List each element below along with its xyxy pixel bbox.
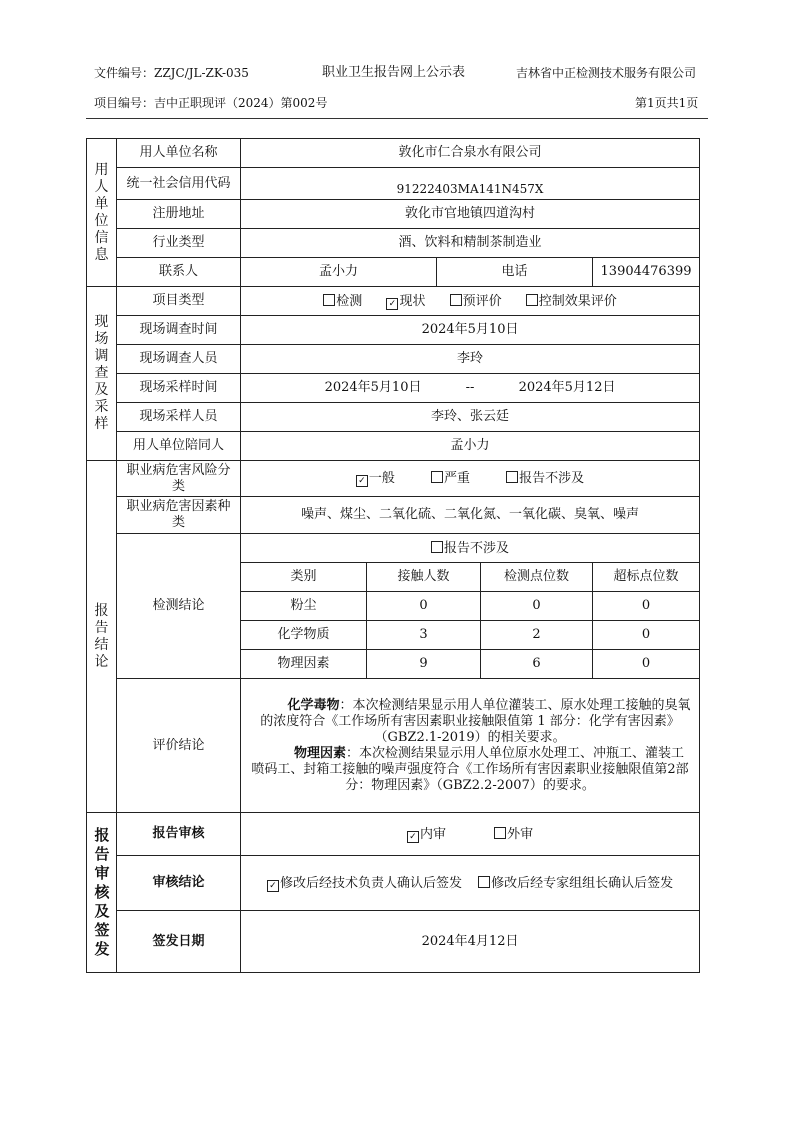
header-divider — [86, 118, 708, 119]
table-cell: 0 — [593, 592, 700, 621]
result-options — [241, 856, 700, 911]
credit-code-value: 91222403MA141N457X — [241, 168, 700, 200]
form-title: 职业卫生报告网上公示表 — [322, 65, 466, 80]
phone-value: 13904476399 — [593, 258, 700, 287]
contact-value: 孟小力 — [241, 258, 437, 287]
table-cell: 0 — [593, 621, 700, 650]
table-cell: 粉尘 — [241, 592, 367, 621]
industry-value: 酒、饮料和精制茶制造业 — [241, 229, 700, 258]
risk-class-label: 职业病危害风险分类 — [117, 461, 241, 497]
hazard-factor-value: 噪声、煤尘、二氧化硫、二氧化氮、一氧化碳、臭氧、噪声 — [241, 497, 700, 534]
risk-option-general[interactable]: ✓ 一般 — [356, 471, 395, 487]
sampling-time-label: 现场采样时间 — [117, 374, 241, 403]
audit-options — [241, 813, 700, 856]
checkbox-checked-icon: ✓ — [267, 880, 279, 892]
audit-option-internal[interactable]: ✓ 内审 — [407, 827, 446, 843]
eval-chem-text: ：本次检测结果显示用人单位灌装工、原水处理工接触的臭氧的浓度符合《工作场所有害因素职业接触限值第 1 部分：化学有害因素》（GBZ2.1-2019）的相关要求。 — [260, 697, 691, 745]
project-number: 项目编号：吉中正职现评（2024）第002号 — [94, 96, 328, 110]
eval-phys-title: 物理因素 — [294, 745, 347, 761]
unit-name-value: 敦化市仁合泉水有限公司 — [241, 139, 700, 168]
survey-time-value: 2024年5月10日 — [241, 316, 700, 345]
type-option-current[interactable]: ✓ 现状 — [386, 294, 425, 310]
sampling-start: 2024年5月10日 — [324, 380, 422, 395]
audit-label: 报告审核 — [117, 813, 241, 856]
contact-label: 联系人 — [117, 258, 241, 287]
result-option-expert-lead[interactable]: 修改后经专家组组长确认后签发 — [478, 875, 673, 892]
type-option-control-eval[interactable]: 控制效果评价 — [526, 293, 617, 310]
checkbox-icon — [494, 827, 506, 839]
industry-label: 行业类型 — [117, 229, 241, 258]
hazard-factor-label: 职业病危害因素种类 — [117, 497, 241, 534]
table-cell: 化学物质 — [241, 621, 367, 650]
section-review: 报告审核及签发 — [87, 813, 117, 973]
result-option-tech-lead[interactable]: ✓ 修改后经技术负责人确认后签发 — [267, 876, 462, 892]
project-type-options — [241, 287, 700, 316]
sampler-value: 李玲、张云廷 — [241, 403, 700, 432]
checkbox-icon — [478, 876, 490, 888]
companion-value: 孟小力 — [241, 432, 700, 461]
address-label: 注册地址 — [117, 200, 241, 229]
eval-conclusion-label: 评价结论 — [117, 679, 241, 813]
section-conclusion: 报告结论 — [87, 461, 117, 813]
table-cell: 3 — [367, 621, 481, 650]
phone-label: 电话 — [437, 258, 593, 287]
section-survey: 现场调查及采样 — [87, 287, 117, 461]
detect-not-involved[interactable]: 报告不涉及 — [241, 534, 700, 563]
project-type-label: 项目类型 — [117, 287, 241, 316]
detect-header-category: 类别 — [241, 563, 367, 592]
unit-name-label: 用人单位名称 — [117, 139, 241, 168]
credit-code-label: 统一社会信用代码 — [117, 168, 241, 200]
table-cell: 0 — [367, 592, 481, 621]
audit-option-external[interactable]: 外审 — [494, 826, 533, 843]
file-number: 文件编号：ZZJC/JL-ZK-035 — [94, 66, 249, 80]
eval-conclusion-text — [241, 679, 700, 813]
table-cell: 0 — [593, 650, 700, 679]
risk-option-not-involved[interactable]: 报告不涉及 — [506, 470, 584, 487]
page-number: 第1页共1页 — [635, 96, 699, 110]
checkbox-checked-icon: ✓ — [407, 831, 419, 843]
checkbox-checked-icon: ✓ — [356, 475, 368, 487]
detect-header-exposed: 接触人数 — [367, 563, 481, 592]
company-name: 吉林省中正检测技术服务有限公司 — [516, 66, 697, 80]
checkbox-icon — [431, 471, 443, 483]
table-cell: 0 — [481, 592, 593, 621]
table-cell: 2 — [481, 621, 593, 650]
table-cell: 物理因素 — [241, 650, 367, 679]
address-value: 敦化市官地镇四道沟村 — [241, 200, 700, 229]
result-label: 审核结论 — [117, 856, 241, 911]
companion-label: 用人单位陪同人 — [117, 432, 241, 461]
surveyor-label: 现场调查人员 — [117, 345, 241, 374]
sampling-time-value — [241, 374, 700, 403]
checkbox-icon — [526, 294, 538, 306]
risk-option-severe[interactable]: 严重 — [431, 470, 470, 487]
checkbox-icon — [431, 541, 443, 553]
checkbox-icon — [450, 294, 462, 306]
disclosure-table — [86, 138, 700, 973]
sampler-label: 现场采样人员 — [117, 403, 241, 432]
eval-phys-text-2: 喷码工、封箱工接触的噪声强度符合《工作场所有害因素职业接触限值第2部分：物理因素》（GBZ2.2-2007）的要求。 — [251, 761, 689, 793]
detect-conclusion-label: 检测结论 — [117, 534, 241, 679]
checkbox-icon — [506, 471, 518, 483]
eval-phys-text-1: ：本次检测结果显示用人单位原水处理工、冲瓶工、灌装工 — [346, 745, 685, 761]
detect-header-points: 检测点位数 — [481, 563, 593, 592]
eval-chem-title: 化学毒物 — [287, 697, 340, 713]
table-cell: 9 — [367, 650, 481, 679]
type-option-detect[interactable]: 检测 — [323, 293, 362, 310]
checkbox-icon — [323, 294, 335, 306]
detect-header-exceed: 超标点位数 — [593, 563, 700, 592]
issue-date-label: 签发日期 — [117, 911, 241, 973]
sampling-end: 2024年5月12日 — [518, 380, 616, 395]
section-unit-info: 用人单位信息 — [87, 139, 117, 287]
table-cell: 6 — [481, 650, 593, 679]
surveyor-value: 李玲 — [241, 345, 700, 374]
issue-date-value: 2024年4月12日 — [241, 911, 700, 973]
checkbox-checked-icon: ✓ — [386, 298, 398, 310]
risk-class-options — [241, 461, 700, 497]
sampling-separator: -- — [465, 380, 475, 395]
survey-time-label: 现场调查时间 — [117, 316, 241, 345]
type-option-pre-eval[interactable]: 预评价 — [450, 293, 502, 310]
